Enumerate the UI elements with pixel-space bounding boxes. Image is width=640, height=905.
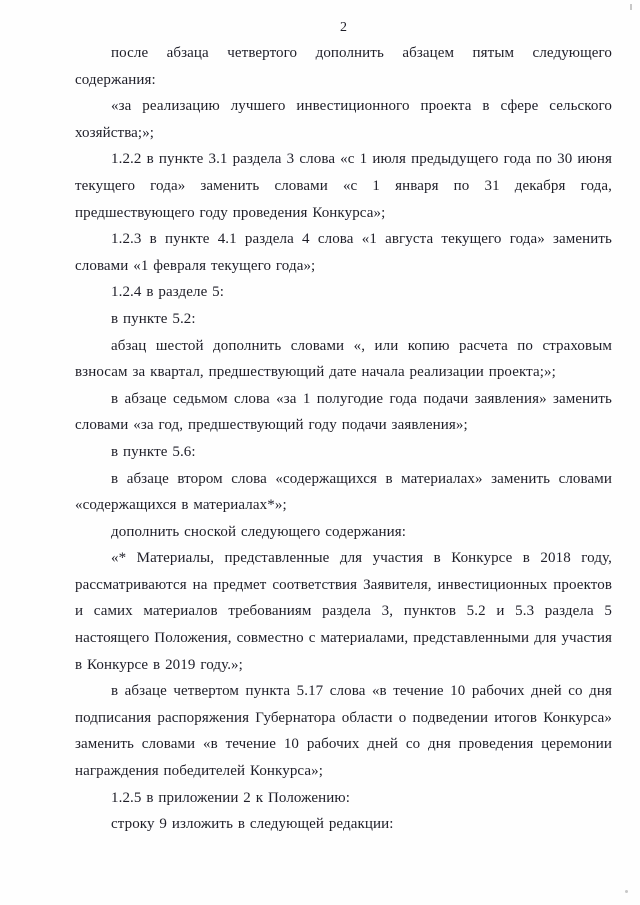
paragraph: после абзаца четвертого дополнить абзацем пятым следующего содержания: xyxy=(75,45,612,88)
scan-artifact-top xyxy=(630,4,632,10)
paragraph-footnote: «* Материалы, представленные для участия в Конкурсе в 2018 году, рассматриваются на предмет соответствия Заявителя, инвестиционных проектов и самих материалов требованиям раздела 3, пунктов 5.2 и 5.3 раздела 5 настоящего Положения, совместно с материалами, представленными для участия в Конкурсе в 2019 году.»; xyxy=(75,550,612,673)
paragraph: строку 9 изложить в следующей редакции: xyxy=(111,816,394,833)
paragraph: в пункте 5.2: xyxy=(111,310,196,327)
paragraph: 1.2.3 в пункте 4.1 раздела 4 слова «1 августа текущего года» заменить словами «1 февраля текущего года»; xyxy=(75,231,612,274)
paragraph: в абзаце втором слова «содержащихся в материалах» заменить словами «содержащихся в материалах*»; xyxy=(75,470,612,514)
paragraph: в абзаце седьмом слова «за 1 полугодие года подачи заявления» заменить словами «за год, предшествующий году подачи заявления»; xyxy=(75,390,612,434)
paragraph: дополнить сноской следующего содержания: xyxy=(111,523,407,540)
paragraph: абзац шестой дополнить словами «, или копию расчета по страховым взносам за квартал, предшествующий дате начала реализации проекта;»; xyxy=(75,337,612,381)
paragraph: 1.2.2 в пункте 3.1 раздела 3 слова «с 1 июля предыдущего года по 30 июня текущего года» заменить словами «с 1 января по 31 декабря года, предшествующего году проведения Конкурса»; xyxy=(75,151,612,221)
paragraph: «за реализацию лучшего инвестиционного проекта в сфере сельского хозяйства;»; xyxy=(75,98,612,141)
document-body xyxy=(75,40,612,838)
page-number: 2 xyxy=(340,20,347,35)
paragraph: в пункте 5.6: xyxy=(111,443,196,460)
scan-artifact-bottom xyxy=(625,890,628,893)
paragraph: 1.2.5 в приложении 2 к Положению: xyxy=(111,789,350,806)
paragraph: в абзаце четвертом пункта 5.17 слова «в течение 10 рабочих дней со дня подписания распоряжения Губернатора области о подведении итогов Конкурса» заменить словами «в течение 10 рабочих дней со дня проведения церемонии награждения победителей Конкурса»; xyxy=(75,683,612,780)
paragraph: 1.2.4 в разделе 5: xyxy=(111,284,225,301)
